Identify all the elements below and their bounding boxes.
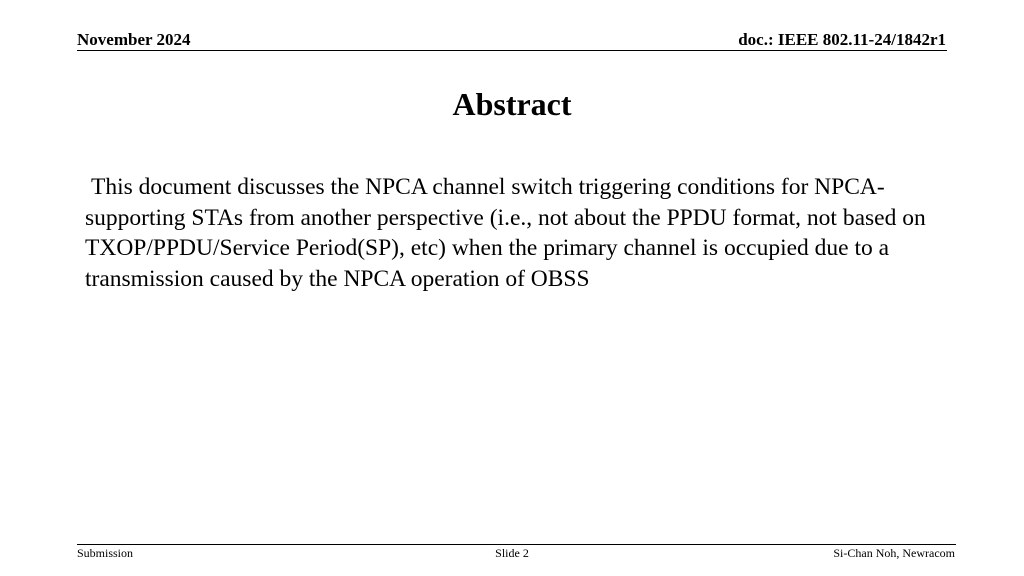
header-doc-id: doc.: IEEE 802.11-24/1842r1 xyxy=(738,30,946,49)
footer-submission: Submission xyxy=(77,546,134,560)
footer-author: Si-Chan Noh, Newracom xyxy=(833,546,955,560)
footer-divider xyxy=(77,544,956,545)
abstract-text-block xyxy=(85,172,965,294)
header-divider xyxy=(77,50,947,51)
slide-title: Abstract xyxy=(452,86,572,122)
abstract-body: This document discusses the NPCA channel switch triggering conditions for NPCA-supporting STAs from another perspective (i.e., not about the PPDU format, not based on TXOP/PPDU/Service Period(SP), etc) when the primary channel is occupied due to a transmission caused by the NPCA operation of OBSS xyxy=(85,174,926,292)
footer-slide-number: Slide 2 xyxy=(495,546,529,560)
header-date: November 2024 xyxy=(77,30,191,49)
